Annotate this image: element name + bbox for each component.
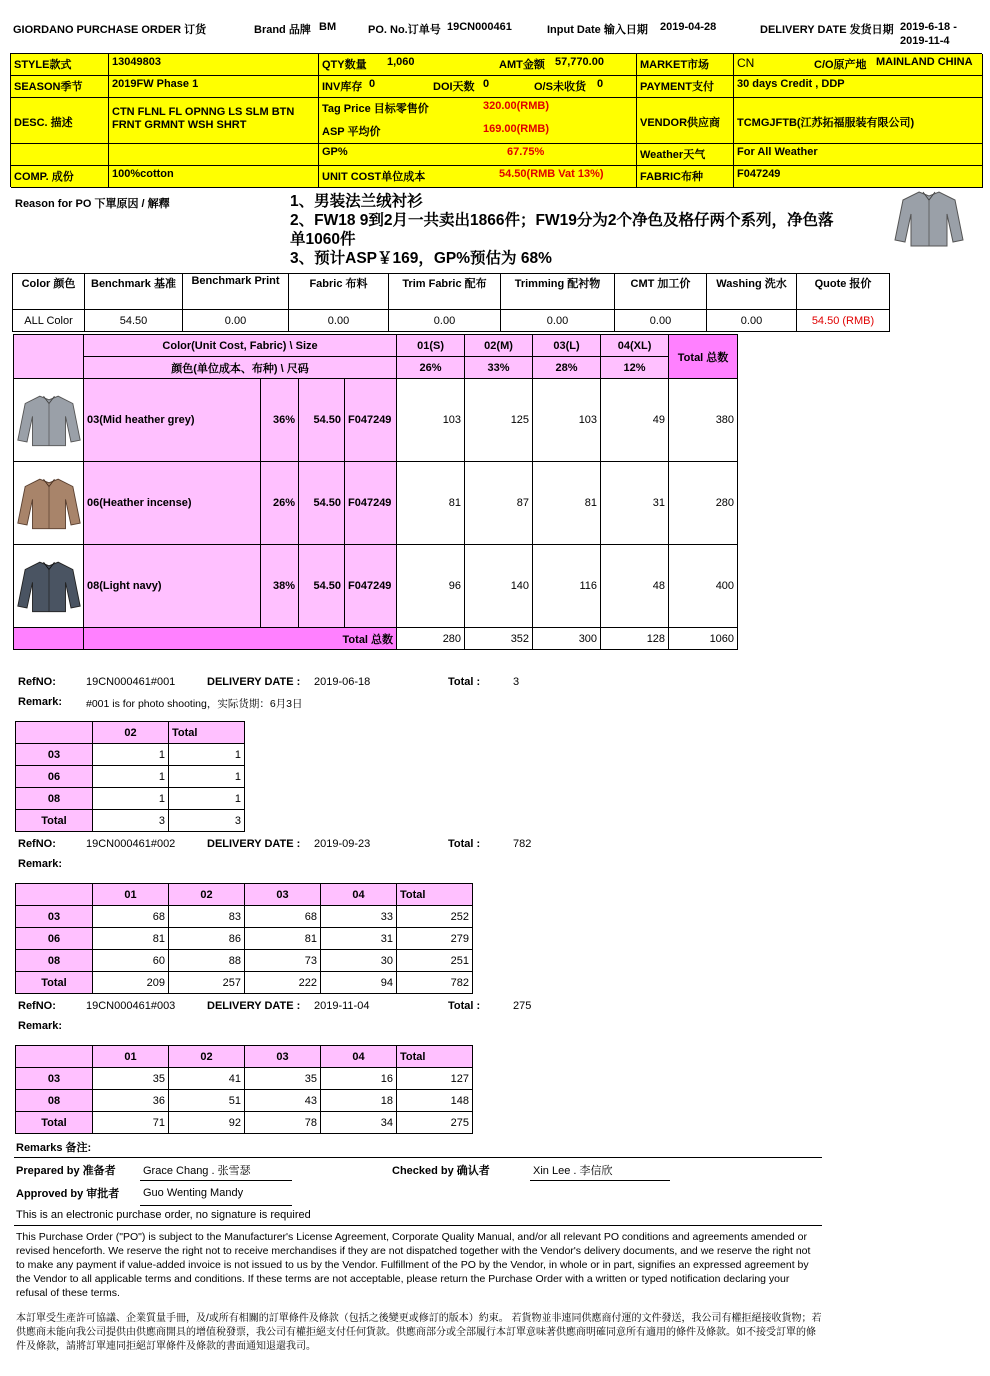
ref-total-label: Total xyxy=(16,972,93,994)
shirt-image-cell xyxy=(14,379,84,462)
approved-label: Approved by 审批者 xyxy=(16,1188,120,1200)
cost-header-cell: Trimming 配衬物 xyxy=(501,274,615,310)
reason-label: Reason for PO 下單原因 / 解釋 xyxy=(15,198,170,210)
shirt-image-cell xyxy=(14,545,84,628)
total-label: Total : xyxy=(448,838,481,850)
ref-qty: 36 xyxy=(93,1090,169,1112)
matrix-grand-total: 1060 xyxy=(669,628,738,650)
size-ratio: 33% xyxy=(465,357,533,379)
tag-value: 320.00(RMB) xyxy=(483,100,550,112)
ref-row-total: 1 xyxy=(169,766,245,788)
po-number: 19CN000461 xyxy=(447,21,512,33)
asp-value: 169.00(RMB) xyxy=(483,123,550,135)
ref-size-header: 01 xyxy=(93,1046,169,1068)
tag-label: Tag Price 目标零售价 xyxy=(322,103,429,115)
reason-line-3: 单1060件 xyxy=(290,231,356,248)
size-header: 04(XL) xyxy=(601,335,669,357)
total-label: Total : xyxy=(448,676,481,688)
ref-total-label: Total xyxy=(16,1112,93,1134)
ref-color: 08 xyxy=(16,788,93,810)
matrix-qty: 49 xyxy=(601,379,669,462)
ref-qty: 41 xyxy=(169,1068,245,1090)
ref-row-total: 251 xyxy=(397,950,473,972)
terms-chinese: 本訂單受生產許可協議、企業質量手冊，及/或所有相關的訂單條件及條款（包括之後變更或修訂的版本）約束。 若貨物並非連同供應商付運的文件發送，我公司有權拒絕接收貨物；若供應商未能向我公司提供由供應商開具的增值稅發票，我公司有權拒絕支付任何貨款。供應商部分或全部履行本訂單意味著供應商明確同意所有適用的條件及條款。如不接受訂單的條件及條款，請將訂單連同拒絕訂單條件及條款的書面通知退還我司。 xyxy=(16,1313,822,1352)
remarks-divider xyxy=(14,1157,822,1158)
gp-label: GP% xyxy=(322,146,348,158)
cost-value-cell: ALL Color xyxy=(13,310,85,332)
style-label: STYLE款式 xyxy=(11,54,109,76)
co-value: MAINLAND CHINA xyxy=(876,56,973,68)
shirt-navy-icon xyxy=(16,557,82,615)
matrix-qty: 116 xyxy=(533,545,601,628)
prepared-by: Grace Chang . 张雪瑟 xyxy=(143,1165,251,1177)
po-number-label: PO. No.订单号 xyxy=(368,24,441,36)
inv-row xyxy=(319,76,637,98)
cost-header-cell: Trim Fabric 配布 xyxy=(389,274,501,310)
matrix-color-pct: 36% xyxy=(261,379,299,462)
refno-value: 19CN000461#001 xyxy=(86,676,176,688)
cost-table xyxy=(12,273,890,332)
color-size-matrix xyxy=(13,334,738,650)
matrix-unit-cost: 54.50 xyxy=(299,545,345,628)
refno-value: 19CN000461#002 xyxy=(86,838,176,850)
cost-header-cell: CMT 加工价 xyxy=(615,274,707,310)
electronic-note: This is an electronic purchase order, no signature is required xyxy=(16,1209,311,1221)
matrix-row-total: 280 xyxy=(669,462,738,545)
refno-value: 19CN000461#003 xyxy=(86,1000,176,1012)
cost-header-cell: Color 颜色 xyxy=(13,274,85,310)
ref-qty: 1 xyxy=(93,766,169,788)
cost-value-cell: 0.00 xyxy=(183,310,289,332)
ref-size-header: 04 xyxy=(321,1046,397,1068)
ref-color: 08 xyxy=(16,1090,93,1112)
remarks-label: Remarks 备注: xyxy=(16,1142,92,1154)
matrix-qty: 31 xyxy=(601,462,669,545)
ref-col-total: 92 xyxy=(169,1112,245,1134)
total-value: 275 xyxy=(513,1000,532,1012)
size-header: 01(S) xyxy=(397,335,465,357)
delivery-date-start: 2019-6-18 - xyxy=(900,21,957,33)
shirt-grey-icon xyxy=(16,391,82,449)
blank-label xyxy=(11,144,109,166)
cost-header-cell: Benchmark 基准 xyxy=(85,274,183,310)
qty-label: QTY数量 xyxy=(322,59,367,71)
ref-total-label: Total xyxy=(16,810,93,832)
delivery-label: DELIVERY DATE : xyxy=(207,838,301,850)
matrix-row-total: 400 xyxy=(669,545,738,628)
ref-color: 03 xyxy=(16,1068,93,1090)
shirt-brown-icon xyxy=(16,474,82,532)
matrix-head-cn: 颜色(单位成本、布种) \ 尺码 xyxy=(84,357,397,379)
ref-col-total: 34 xyxy=(321,1112,397,1134)
cost-header-cell: Washing 洗水 xyxy=(707,274,797,310)
desc-label: DESC. 描述 xyxy=(11,98,109,144)
matrix-total-header: Total 总数 xyxy=(669,335,738,379)
matrix-fabric: F047249 xyxy=(345,545,397,628)
ref-qty: 68 xyxy=(245,906,321,928)
desc-value xyxy=(109,98,319,144)
ref2-header xyxy=(18,838,578,872)
gp-row xyxy=(319,144,637,166)
refno-label: RefNO: xyxy=(18,1000,56,1012)
ref-row-total: 1 xyxy=(169,744,245,766)
input-date: 2019-04-28 xyxy=(660,21,717,33)
unit-cost-row xyxy=(319,166,637,188)
matrix-qty: 103 xyxy=(397,379,465,462)
qty-value: 1,060 xyxy=(387,56,415,68)
remark-label: Remark: xyxy=(18,696,63,708)
ref-corner xyxy=(16,884,93,906)
prepared-underline xyxy=(140,1180,292,1181)
quote-value-cell: 54.50 (RMB) xyxy=(797,310,890,332)
matrix-color-pct: 26% xyxy=(261,462,299,545)
size-ratio: 26% xyxy=(397,357,465,379)
terms-divider xyxy=(14,1225,822,1226)
comp-value: 100%cotton xyxy=(109,166,319,188)
size-header: 03(L) xyxy=(533,335,601,357)
vendor-label: VENDOR供应商 xyxy=(637,98,734,144)
remark-label: Remark: xyxy=(18,858,63,870)
cost-value-cell: 54.50 xyxy=(85,310,183,332)
ref-qty: 33 xyxy=(321,906,397,928)
ref-corner xyxy=(16,722,93,744)
ref-col-total: 71 xyxy=(93,1112,169,1134)
doi-label: DOI天数 xyxy=(433,81,475,93)
matrix-color-pct: 38% xyxy=(261,545,299,628)
ref-size-header: 02 xyxy=(169,1046,245,1068)
cost-header-cell: Quote 报价 xyxy=(797,274,890,310)
delivery-label: DELIVERY DATE : xyxy=(207,1000,301,1012)
ref-col-total: 94 xyxy=(321,972,397,994)
ref-col-total: 222 xyxy=(245,972,321,994)
desc-line-1: CTN FLNL FL OPNNG LS SLM BTN xyxy=(112,106,295,118)
market-row xyxy=(734,54,983,76)
asp-row xyxy=(319,121,637,144)
matrix-fabric: F047249 xyxy=(345,379,397,462)
ref-qty: 81 xyxy=(93,928,169,950)
comp-label: COMP. 成份 xyxy=(11,166,109,188)
product-thumbnail xyxy=(893,188,965,251)
cost-value-cell: 0.00 xyxy=(707,310,797,332)
ref-col-total: 78 xyxy=(245,1112,321,1134)
cost-header-row xyxy=(13,274,890,310)
ref-size-header: 03 xyxy=(245,1046,321,1068)
blank-value xyxy=(109,144,319,166)
ref-corner xyxy=(16,1046,93,1068)
matrix-col-total: 300 xyxy=(533,628,601,650)
ref-qty: 43 xyxy=(245,1090,321,1112)
ref-qty: 83 xyxy=(169,906,245,928)
os-label: O/S未收货 xyxy=(534,81,586,93)
matrix-total-label: Total 总数 xyxy=(84,628,397,650)
size-ratio: 12% xyxy=(601,357,669,379)
ref-color: 08 xyxy=(16,950,93,972)
season-value: 2019FW Phase 1 xyxy=(109,76,319,98)
ref-qty: 18 xyxy=(321,1090,397,1112)
matrix-head-en: Color(Unit Cost, Fabric) \ Size xyxy=(84,335,397,357)
total-label: Total : xyxy=(448,1000,481,1012)
cost-header-cell: Fabric 布料 xyxy=(289,274,389,310)
matrix-col-total: 352 xyxy=(465,628,533,650)
matrix-header-row-1 xyxy=(14,335,738,357)
matrix-qty: 87 xyxy=(465,462,533,545)
cost-value-cell: 0.00 xyxy=(389,310,501,332)
matrix-col-total: 128 xyxy=(601,628,669,650)
po-title: GIORDANO PURCHASE ORDER 订货 xyxy=(13,24,207,36)
delivery-value: 2019-06-18 xyxy=(314,676,371,688)
matrix-qty: 125 xyxy=(465,379,533,462)
matrix-row xyxy=(14,545,738,628)
reason-text xyxy=(290,192,890,268)
ref-row-total: 148 xyxy=(397,1090,473,1112)
matrix-qty: 81 xyxy=(533,462,601,545)
ref-qty: 88 xyxy=(169,950,245,972)
market-label: MARKET市场 xyxy=(637,54,734,76)
matrix-unit-cost: 54.50 xyxy=(299,462,345,545)
approved-underline xyxy=(140,1205,292,1206)
ref-row-total: 1 xyxy=(169,788,245,810)
ref-qty: 35 xyxy=(93,1068,169,1090)
matrix-qty: 103 xyxy=(533,379,601,462)
reason-line-1: 1、男装法兰绒衬衫 xyxy=(290,193,423,210)
style-value: 13049803 xyxy=(109,54,319,76)
ref-size-header: 01 xyxy=(93,884,169,906)
ref-size-header: 03 xyxy=(245,884,321,906)
ref-color: 03 xyxy=(16,744,93,766)
delivery-date-label: DELIVERY DATE 发货日期 xyxy=(760,24,894,36)
gp-value: 67.75% xyxy=(507,146,545,158)
ref-col-total: 209 xyxy=(93,972,169,994)
matrix-qty: 48 xyxy=(601,545,669,628)
checked-label: Checked by 确认者 xyxy=(392,1165,490,1177)
tag-row xyxy=(319,98,637,121)
terms-english: This Purchase Order ("PO") is subject to the Manufacturer's License Agreement, Corporate Quality Manual, and/or all relevant PO conditions and agreements amended or revised henceforth. We reserve the right not to receive merchandises if they are not dispatched together with the Vendor's delivery documents, and we reserve the right not to make any payment if value-added invoice is not issued to us by the Vendor. Fulfillment of the PO by the Vendor, in whole or in part, signifies an expressed agreement by the Vendor to all applicable terms and conditions. If these terms are not acceptable, please return the Purchase Order with a written or typed notification declaring your refusal of these terms. xyxy=(16,1231,811,1299)
cost-value-cell: 0.00 xyxy=(501,310,615,332)
unit-cost-label: UNIT COST单位成本 xyxy=(322,171,426,183)
reason-line-4: 3、预计ASP￥169，GP%预估为 68% xyxy=(290,250,552,267)
shirt-icon xyxy=(893,188,965,248)
ref-total-header: Total xyxy=(397,1046,473,1068)
po-info-block xyxy=(10,53,982,187)
ref-row-total: 127 xyxy=(397,1068,473,1090)
matrix-total-row xyxy=(14,628,738,650)
ref1-header xyxy=(18,676,578,710)
delivery-value: 2019-09-23 xyxy=(314,838,371,850)
fabric-value: F047249 xyxy=(734,166,983,188)
remark-label: Remark: xyxy=(18,1020,63,1032)
ref-grand-total: 3 xyxy=(169,810,245,832)
total-value: 3 xyxy=(513,676,520,688)
matrix-color-name: 06(Heather incense) xyxy=(84,462,261,545)
ref-qty: 81 xyxy=(245,928,321,950)
refno-label: RefNO: xyxy=(18,838,56,850)
unit-cost-value: 54.50(RMB Vat 13%) xyxy=(499,168,604,180)
payment-value: 30 days Credit , DDP xyxy=(734,76,983,98)
vendor-value: TCMGJFTB(江苏拓福服装有限公司) xyxy=(734,98,983,144)
ref-size-header: 04 xyxy=(321,884,397,906)
brand-label: Brand 品牌 xyxy=(254,24,311,36)
fabric-label: FABRIC布种 xyxy=(637,166,734,188)
size-header: 02(M) xyxy=(465,335,533,357)
delivery-label: DELIVERY DATE : xyxy=(207,676,301,688)
cost-value-cell: 0.00 xyxy=(289,310,389,332)
ref-qty: 86 xyxy=(169,928,245,950)
matrix-corner-cell xyxy=(14,335,84,379)
ref1-table xyxy=(15,721,245,832)
weather-value: For All Weather xyxy=(734,144,983,166)
ref-grand-total: 782 xyxy=(397,972,473,994)
ref-row-total: 252 xyxy=(397,906,473,928)
matrix-total-corner xyxy=(14,628,84,650)
ref-qty: 73 xyxy=(245,950,321,972)
inv-value: 0 xyxy=(369,78,376,90)
total-value: 782 xyxy=(513,838,532,850)
doi-value: 0 xyxy=(483,78,490,90)
brand-value: BM xyxy=(319,21,337,33)
ref-qty: 31 xyxy=(321,928,397,950)
remark-value: #001 is for photo shooting，实际货期：6月3日 xyxy=(86,698,303,710)
matrix-color-name: 08(Light navy) xyxy=(84,545,261,628)
co-label: C/O原产地 xyxy=(814,59,867,71)
ref-grand-total: 275 xyxy=(397,1112,473,1134)
matrix-qty: 81 xyxy=(397,462,465,545)
desc-line-2: FRNT GRMNT WSH SHRT xyxy=(112,119,247,131)
os-value: 0 xyxy=(597,78,604,90)
matrix-row xyxy=(14,379,738,462)
matrix-fabric: F047249 xyxy=(345,462,397,545)
payment-label: PAYMENT支付 xyxy=(637,76,734,98)
matrix-header-row-2 xyxy=(14,357,738,379)
ref-size-header: 02 xyxy=(93,722,169,744)
ref-total-header: Total xyxy=(397,884,473,906)
ref-qty: 35 xyxy=(245,1068,321,1090)
checked-underline xyxy=(530,1180,670,1181)
ref-col-total: 257 xyxy=(169,972,245,994)
amt-value: 57,770.00 xyxy=(555,56,604,68)
ref3-header xyxy=(18,1000,578,1034)
matrix-color-name: 03(Mid heather grey) xyxy=(84,379,261,462)
market-value: CN xyxy=(737,56,755,70)
matrix-unit-cost: 54.50 xyxy=(299,379,345,462)
ref-total-header: Total xyxy=(169,722,245,744)
ref-qty: 1 xyxy=(93,744,169,766)
cost-value-row xyxy=(13,310,890,332)
cost-value-cell: 0.00 xyxy=(615,310,707,332)
refno-label: RefNO: xyxy=(18,676,56,688)
approved-by: Guo Wenting Mandy xyxy=(143,1187,244,1199)
ref-qty: 51 xyxy=(169,1090,245,1112)
ref-col-total: 3 xyxy=(93,810,169,832)
matrix-col-total: 280 xyxy=(397,628,465,650)
amt-label: AMT金额 xyxy=(499,59,545,71)
ref-qty: 30 xyxy=(321,950,397,972)
ref2-table xyxy=(15,883,473,994)
ref-qty: 16 xyxy=(321,1068,397,1090)
ref-color: 06 xyxy=(16,766,93,788)
ref-qty: 68 xyxy=(93,906,169,928)
shirt-image-cell xyxy=(14,462,84,545)
ref-color: 03 xyxy=(16,906,93,928)
delivery-value: 2019-11-04 xyxy=(314,1000,370,1012)
delivery-date-end: 2019-11-4 xyxy=(900,35,950,47)
asp-label: ASP 平均价 xyxy=(322,126,381,138)
ref-size-header: 02 xyxy=(169,884,245,906)
matrix-qty: 96 xyxy=(397,545,465,628)
ref3-table xyxy=(15,1045,473,1134)
ref-row-total: 279 xyxy=(397,928,473,950)
ref-qty: 1 xyxy=(93,788,169,810)
size-ratio: 28% xyxy=(533,357,601,379)
ref-qty: 60 xyxy=(93,950,169,972)
cost-header-cell: Benchmark Print xyxy=(183,274,289,310)
reason-line-2: 2、FW18 9到2月一共卖出1866件；FW19分为2个净色及格仔两个系列，净色落 xyxy=(290,212,834,229)
season-label: SEASON季节 xyxy=(11,76,109,98)
prepared-label: Prepared by 准备者 xyxy=(16,1165,116,1177)
inv-label: INV库存 xyxy=(322,81,363,93)
matrix-qty: 140 xyxy=(465,545,533,628)
qty-amt-row xyxy=(319,54,637,76)
input-date-label: Input Date 输入日期 xyxy=(547,24,648,36)
ref-color: 06 xyxy=(16,928,93,950)
matrix-row-total: 380 xyxy=(669,379,738,462)
matrix-row xyxy=(14,462,738,545)
weather-label: Weather天气 xyxy=(637,144,734,166)
checked-by: Xin Lee . 李信欣 xyxy=(533,1165,613,1177)
